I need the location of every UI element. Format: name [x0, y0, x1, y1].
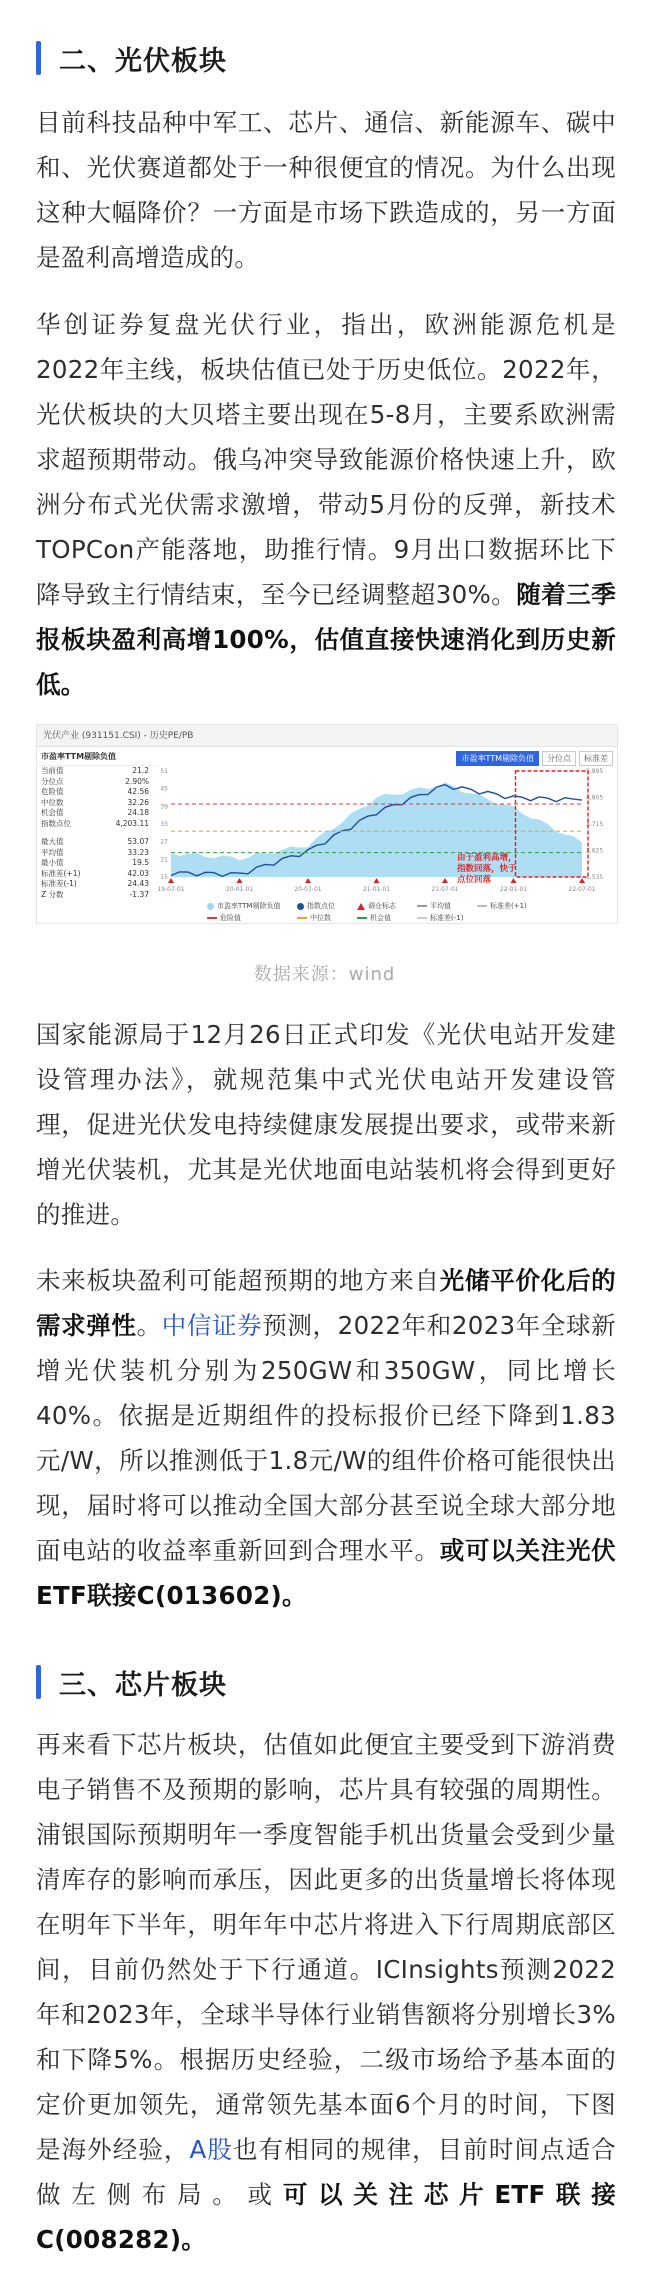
stat-row: [37, 879, 157, 890]
legend-item: 机会值: [357, 913, 417, 923]
text-segment: 预测，2022年和2023年全球新增光伏装机分别为250GW和350GW，同比增长40%。依据是近期组件的投标报价已经下降到1.83元/W，所以推测低于1.8元/W的组件价格可能很快出现，届时将可以推动全国大部分甚至说全球大部分地面电站的收益率重新回到合理水平。: [36, 1311, 616, 1565]
x-tick: 21-01-01: [362, 886, 391, 893]
rebalance-marker: [237, 878, 243, 883]
stat-row: [37, 798, 157, 809]
stat-value: -1.37: [129, 889, 149, 899]
y-right-tick: 2,625: [586, 847, 604, 855]
legend-item: 危险值: [207, 913, 297, 923]
y-left-tick: 45: [160, 785, 168, 793]
legend-item: 标准差(+1): [477, 901, 547, 911]
stat-value: 32.26: [127, 797, 149, 807]
legend-item: 标准差(-1): [417, 913, 477, 923]
paragraph-solar-review: [36, 302, 616, 707]
chart-legend: [207, 901, 547, 923]
section-title: 三、芯片板块: [59, 1669, 227, 1701]
chart-stats-panel: [37, 747, 157, 925]
rebalance-marker: [374, 878, 380, 883]
chart-plot: [157, 765, 612, 897]
x-tick: 22-01-01: [499, 886, 528, 893]
text-segment: 华创证券复盘光伏行业，指出，欧洲能源危机是2022年主线，板块估值已处于历史低位。2022年，光伏板块的大贝塔主要出现在5-8月，主要系欧洲需求超预期带动。俄乌冲突导致能源价格快速上升，欧洲分布式光伏需求激增，带动5月份的反弹，新技术TOPCon产能落地，助推行情。9月出口数据环比下降导致主行情结束，至今已经调整超30%。: [36, 310, 616, 609]
y-left-tick: 51: [160, 768, 168, 775]
stat-row: [37, 777, 157, 788]
stats-bottom-list: [37, 837, 157, 900]
y-left-tick: 39: [160, 803, 168, 811]
paragraph-solar-intro: 目前科技品种中军工、芯片、通信、新能源车、碳中和、光伏赛道都处于一种很便宜的情况。为什么出现这种大幅降价？一方面是市场下跌造成的，另一方面是盈利高增造成的。: [36, 108, 616, 272]
tab-pe-ttm[interactable]: 市盈率TTM剔除负值: [456, 751, 539, 766]
heading-accent-bar: [36, 1665, 41, 1699]
bold-highlight: 随着三季报板块盈利高增100%，估值直接快速消化到历史新低。: [36, 580, 616, 699]
heading-accent-bar: [36, 41, 41, 75]
stat-value: 2.90%: [125, 776, 149, 786]
paragraph-solar-policy: 国家能源局于12月26日正式印发《光伏电站开发建设管理办法》，就规范集中式光伏电站开发建设管理，促进光伏发电持续健康发展提出要求，或带来新增光伏装机，尤其是光伏地面电站装机将会得到更好的推进。: [36, 1020, 616, 1229]
stat-value: 19.5: [132, 858, 149, 867]
rebalance-marker: [168, 878, 174, 883]
y-left-tick: 27: [160, 838, 168, 846]
stat-key: 最小值: [41, 858, 64, 867]
rebalance-marker: [442, 878, 448, 883]
paragraph-solar-outlook: [36, 1258, 616, 1618]
stat-row: [37, 858, 157, 869]
y-left-tick: 21: [160, 856, 168, 864]
stat-value: 24.43: [127, 879, 149, 888]
bold-highlight: 可以关注芯片ETF联接C(008282)。: [36, 2180, 616, 2254]
link-a-share[interactable]: A股: [189, 2135, 233, 2164]
x-tick: 21-07-01: [431, 886, 459, 893]
stat-value: 42.56: [127, 787, 149, 796]
stat-row: [37, 869, 157, 880]
stat-row: [37, 837, 157, 848]
legend-item: 中位数: [297, 913, 357, 923]
stat-row: [37, 848, 157, 859]
tab-stddev[interactable]: 标准差: [579, 751, 613, 766]
pe-history-chart: [36, 724, 618, 924]
y-left-tick: 33: [160, 821, 168, 828]
rebalance-marker: [579, 878, 585, 883]
stat-key: 最大值: [41, 837, 64, 846]
x-tick: 20-01-01: [225, 886, 254, 893]
bold-highlight: 或可以关注光伏ETF联接C(013602)。: [36, 1536, 616, 1610]
legend-item: 市盈率TTM剔除负值: [207, 901, 297, 911]
bold-highlight: 光储平价化后的需求弹性: [36, 1266, 616, 1340]
rebalance-marker: [305, 878, 311, 883]
tab-percentile[interactable]: 分位点: [542, 751, 576, 766]
chart-tabs: [456, 751, 613, 766]
stat-key: 中位数: [41, 797, 64, 807]
stat-key: 标准差(-1): [41, 879, 77, 888]
y-right-tick: 3,715: [586, 821, 604, 828]
stat-key: 危险值: [41, 787, 64, 796]
stat-row: [37, 808, 157, 819]
text-segment: 。: [136, 1311, 162, 1340]
stat-key: 机会值: [41, 808, 64, 817]
stat-key: 当前值: [41, 766, 64, 775]
legend-item: 指数点位: [297, 901, 357, 911]
chart-header: 光伏产业 (931151.CSI) - 历史PE/PB: [37, 725, 617, 747]
y-right-tick: 4,805: [586, 794, 604, 802]
stat-value: 4,203.11: [115, 818, 149, 828]
x-tick: 20-07-01: [294, 886, 322, 893]
stat-value: 24.18: [127, 808, 149, 817]
y-left-tick: 15: [160, 874, 168, 881]
section-heading-chip: [36, 1660, 227, 1704]
paragraph-chip: [36, 1722, 616, 2262]
stat-row: [37, 787, 157, 798]
stat-row: [37, 766, 157, 777]
x-tick: 19-07-01: [157, 886, 185, 893]
legend-item: 调仓标志: [357, 901, 417, 911]
stat-value: 33.23: [127, 847, 149, 857]
stat-value: 21.2: [132, 766, 149, 775]
stat-key: 平均值: [41, 847, 64, 857]
section-heading-solar: [36, 36, 227, 80]
stats-title: 市盈率TTM剔除负值: [37, 747, 157, 766]
text-segment: 未来板块盈利可能超预期的地方来自: [36, 1266, 440, 1295]
y-right-tick: 1,535: [586, 874, 604, 881]
y-right-tick: 5,895: [586, 768, 604, 775]
stat-row: [37, 819, 157, 830]
text-segment: 也有相同的规律，目前时间点适合做左侧布局。或: [36, 2135, 616, 2209]
stat-key: 标准差(+1): [41, 868, 81, 878]
stat-key: 分位点: [41, 776, 64, 786]
stat-key: 指数点位: [41, 818, 71, 828]
section-title: 二、光伏板块: [59, 45, 227, 77]
chart-source: 数据来源：wind: [253, 964, 396, 985]
x-tick: 22-07-01: [568, 886, 596, 893]
link-citic[interactable]: 中信证券: [161, 1311, 263, 1340]
legend-item: 平均值: [417, 901, 477, 911]
chart-annotation: 由于盈利高增，指数回落，快于点位回落: [457, 853, 517, 885]
stat-row: [37, 890, 157, 901]
stat-key: Z 分数: [41, 889, 64, 899]
text-segment: 再来看下芯片板块，估值如此便宜主要受到下游消费电子销售不及预期的影响，芯片具有较强的周期性。浦银国际预期明年一季度智能手机出货量会受到少量清库存的影响而承压，因此更多的出货量增长将体现在明年下半年，明年年中芯片将进入下行周期底部区间，目前仍然处于下行通道。ICInsights预测2022年和2023年，全球半导体行业销售额将分别增长3%和下降5%。根据历史经验，二级市场给予基本面的定价更加领先，通常领先基本面6个月的时间，下图是海外经验，: [36, 1730, 616, 2164]
stat-value: 42.03: [127, 868, 149, 878]
stats-top-list: [37, 766, 157, 829]
stat-value: 53.07: [127, 837, 149, 846]
